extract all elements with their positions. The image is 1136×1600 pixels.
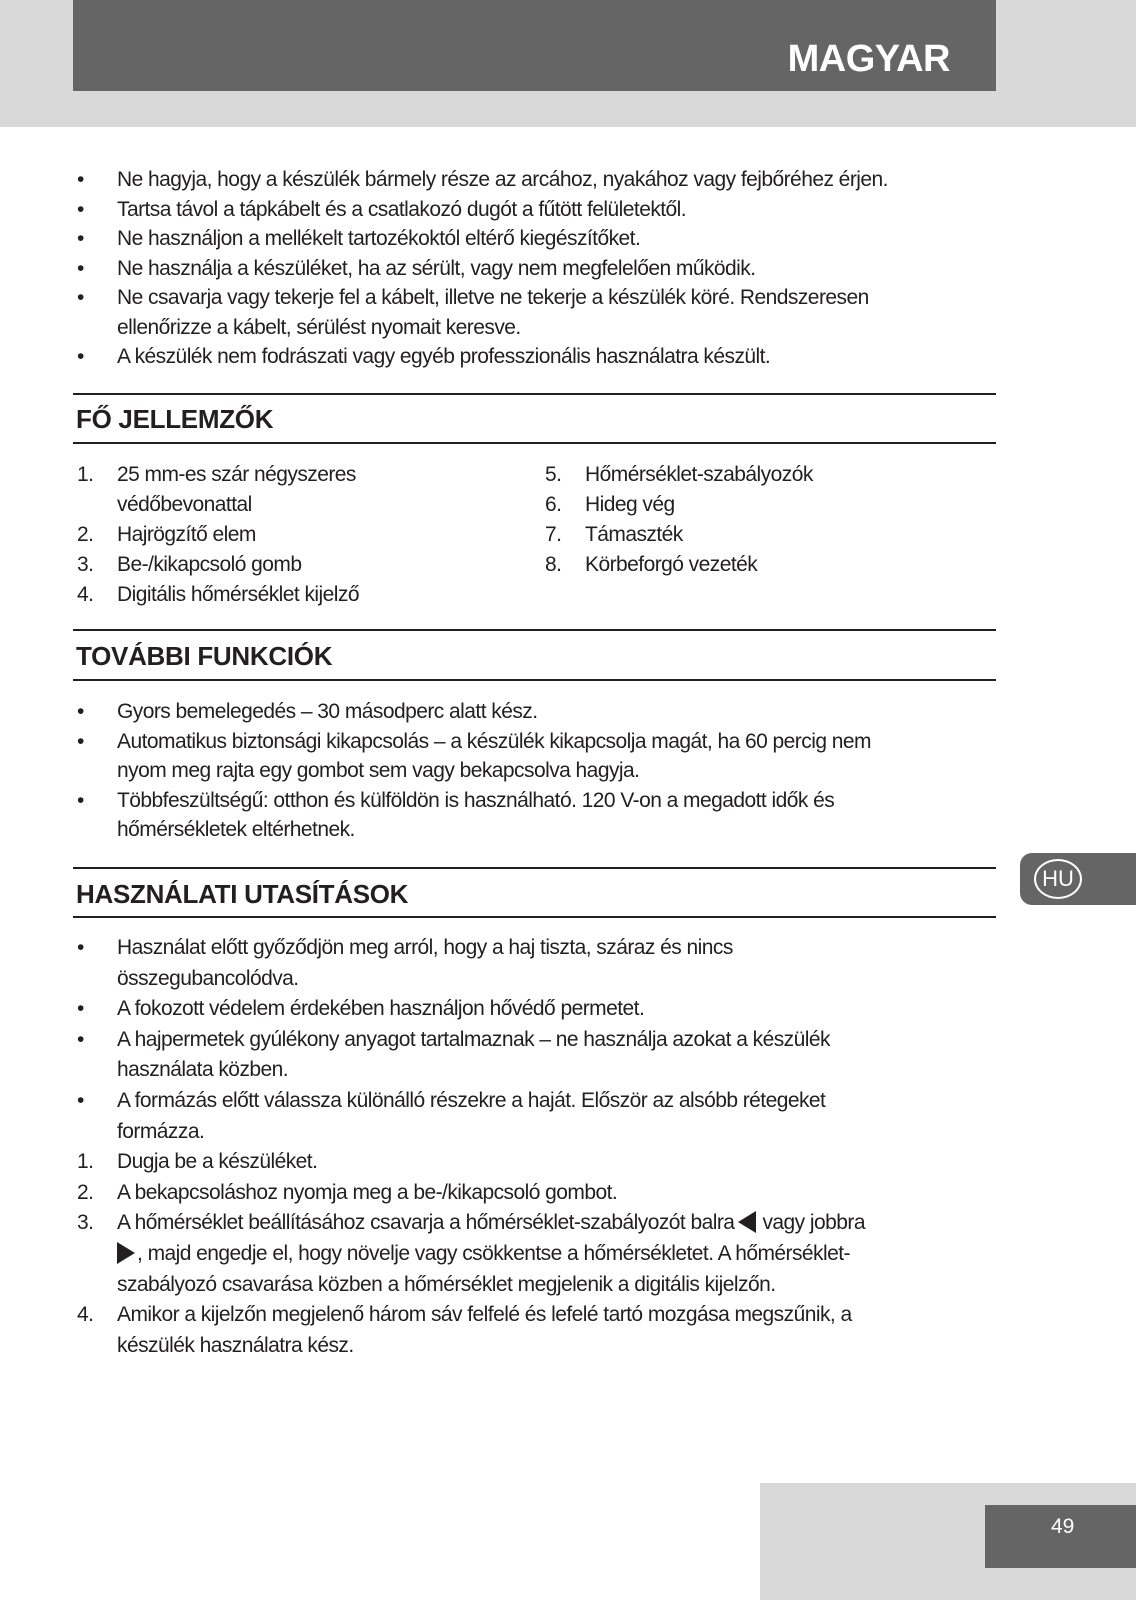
line-text: Hajrögzítő elem — [117, 523, 256, 546]
features-list-right — [541, 460, 996, 580]
list-item — [73, 283, 996, 313]
step-item — [73, 1331, 996, 1362]
section-title-usage: HASZNÁLATI UTASÍTÁSOK — [76, 879, 409, 909]
list-marker: 3. — [77, 1211, 94, 1235]
list-marker: • — [77, 256, 84, 280]
step-item — [73, 1178, 996, 1209]
usage-list — [73, 933, 996, 1361]
feature-item — [73, 520, 533, 550]
line-text: Be-/kikapcsoló gomb — [117, 553, 302, 576]
divider — [73, 867, 996, 869]
list-item — [73, 1055, 996, 1086]
list-marker: 2. — [77, 1180, 94, 1204]
list-item — [73, 165, 996, 195]
step-item — [73, 1270, 996, 1301]
list-item — [73, 786, 996, 816]
divider — [73, 393, 996, 395]
line-text: A fokozott védelem érdekében használjon hővédő permetet. — [117, 997, 645, 1021]
line-text: használata közben. — [117, 1058, 289, 1082]
list-marker: • — [77, 286, 84, 309]
line-text: Automatikus biztonsági kikapcsolás – a készülék kikapcsolja magát, ha 60 percig nem — [117, 729, 871, 753]
list-item — [73, 1025, 996, 1056]
list-item — [73, 994, 996, 1025]
line-text: formázza. — [117, 1119, 205, 1143]
line-text: Többfeszültségű: otthon és külföldön is használható. 120 V-on a megadott idők és — [117, 788, 835, 812]
triangle-right-icon — [117, 1242, 135, 1264]
line-text: A bekapcsoláshoz nyomja meg a be-/kikapcsoló gombot. — [117, 1180, 618, 1204]
line-text: A hőmérséklet beállításához csavarja a hőmérséklet-szabályozót balra — [117, 1211, 735, 1235]
divider — [73, 442, 996, 444]
line-text: vagy jobbra — [762, 1211, 865, 1235]
line-text: Ne használja a készüléket, ha az sérült, vagy nem megfelelően működik. — [117, 256, 756, 280]
list-item — [73, 342, 996, 372]
line-text: Használat előtt győződjön meg arról, hogy a haj tiszta, száraz és nincs — [117, 936, 733, 959]
line-text: védőbevonattal — [117, 493, 252, 516]
list-marker: 7. — [545, 523, 562, 546]
line-text: Ne csavarja vagy tekerje fel a kábelt, illetve ne tekerje a készülék köré. Rendszeresen — [117, 286, 869, 309]
list-marker: • — [77, 1088, 84, 1112]
line-text: Hideg vég — [585, 493, 675, 516]
feature-item — [73, 550, 533, 580]
safety-bullets — [73, 165, 996, 372]
list-item — [73, 195, 996, 225]
feature-item — [73, 580, 533, 610]
feature-item — [541, 520, 996, 550]
feature-item — [541, 550, 996, 580]
line-text: Körbeforgó vezeték — [585, 553, 758, 576]
list-marker: • — [77, 700, 84, 723]
list-item — [73, 697, 996, 727]
list-marker: 2. — [77, 523, 94, 546]
line-text: ellenőrizze a kábelt, sérülést nyomait keresve. — [117, 315, 521, 339]
step-item — [73, 1147, 996, 1178]
divider — [73, 629, 996, 631]
list-marker: • — [77, 1027, 84, 1051]
extras-bullets — [73, 697, 996, 845]
list-item — [73, 1117, 996, 1148]
line-text: összegubancolódva. — [117, 966, 299, 990]
line-text: 25 mm-es szár négyszeres — [117, 463, 356, 486]
step-item — [73, 1300, 996, 1331]
list-item — [73, 313, 996, 343]
list-marker: 3. — [77, 553, 94, 576]
list-item — [73, 756, 996, 786]
line-text: nyom meg rajta egy gombot sem vagy bekapcsolva hagyja. — [117, 759, 640, 782]
line-text: A készülék nem fodrászati vagy egyéb professzionális használatra készült. — [117, 345, 771, 368]
line-text: Ne hagyja, hogy a készülék bármely része az arcához, nyakához vagy fejbőréhez érjen. — [117, 168, 888, 191]
line-text: Dugja be a készüléket. — [117, 1150, 318, 1174]
features-list-left — [73, 460, 533, 610]
list-marker: • — [77, 997, 84, 1021]
list-marker: • — [77, 788, 84, 812]
line-text: szabályozó csavarása közben a hőmérséklet megjelenik a digitális kijelzőn. — [117, 1272, 776, 1296]
list-marker: • — [77, 729, 84, 753]
header-bar — [73, 0, 996, 91]
list-marker: 1. — [77, 463, 94, 486]
list-marker: 6. — [545, 493, 562, 516]
line-text: A formázás előtt válassza különálló részekre a haját. Először az alsóbb rétegeket — [117, 1088, 826, 1112]
list-marker: • — [77, 227, 84, 250]
list-marker: • — [77, 168, 84, 191]
list-item — [73, 933, 996, 964]
line-text: A hajpermetek gyúlékony anyagot tartalmaznak – ne használja azokat a készülék — [117, 1027, 830, 1051]
section-title-features: FŐ JELLEMZŐK — [76, 404, 274, 434]
list-marker: 1. — [77, 1150, 94, 1174]
feature-item — [541, 460, 996, 490]
language-side-tab — [1020, 853, 1136, 905]
line-text: Támaszték — [585, 523, 683, 546]
line-text: hőmérsékletek eltérhetnek. — [117, 818, 355, 841]
line-text: Tartsa távol a tápkábelt és a csatlakozó dugót a fűtött felületektől. — [117, 197, 687, 221]
list-marker: • — [77, 345, 84, 368]
page-number: 49 — [985, 1505, 1136, 1568]
list-marker: 8. — [545, 553, 562, 576]
step-item — [73, 1239, 996, 1270]
line-text: Ne használjon a mellékelt tartozékoktól eltérő kiegészítőket. — [117, 227, 641, 250]
list-item — [73, 254, 996, 284]
triangle-left-icon — [738, 1211, 756, 1233]
line-text: készülék használatra kész. — [117, 1333, 354, 1357]
line-text: Hőmérséklet-szabályozók — [585, 463, 813, 486]
list-marker: • — [77, 197, 84, 221]
list-item — [73, 1086, 996, 1117]
divider — [73, 916, 996, 918]
list-marker: • — [77, 936, 84, 959]
list-item — [73, 224, 996, 254]
list-item — [73, 815, 996, 845]
feature-item — [541, 490, 996, 520]
feature-item — [73, 490, 533, 520]
list-item — [73, 727, 996, 757]
language-title: MAGYAR — [787, 38, 950, 80]
language-code-badge: HU — [1034, 859, 1082, 899]
line-text: Amikor a kijelzőn megjelenő három sáv felfelé és lefelé tartó mozgása megszűnik, a — [117, 1303, 852, 1327]
divider — [73, 679, 996, 681]
line-text: Digitális hőmérséklet kijelző — [117, 583, 359, 606]
list-marker: 4. — [77, 583, 94, 606]
section-title-extras: TOVÁBBI FUNKCIÓK — [76, 641, 333, 671]
list-item — [73, 964, 996, 995]
feature-item — [73, 460, 533, 490]
line-text: Gyors bemelegedés – 30 másodperc alatt kész. — [117, 700, 538, 723]
list-marker: 5. — [545, 463, 562, 486]
line-text: , majd engedje el, hogy növelje vagy csökkentse a hőmérsékletet. A hőmérséklet- — [137, 1241, 850, 1265]
list-marker: 4. — [77, 1303, 94, 1327]
step-item — [73, 1208, 996, 1239]
